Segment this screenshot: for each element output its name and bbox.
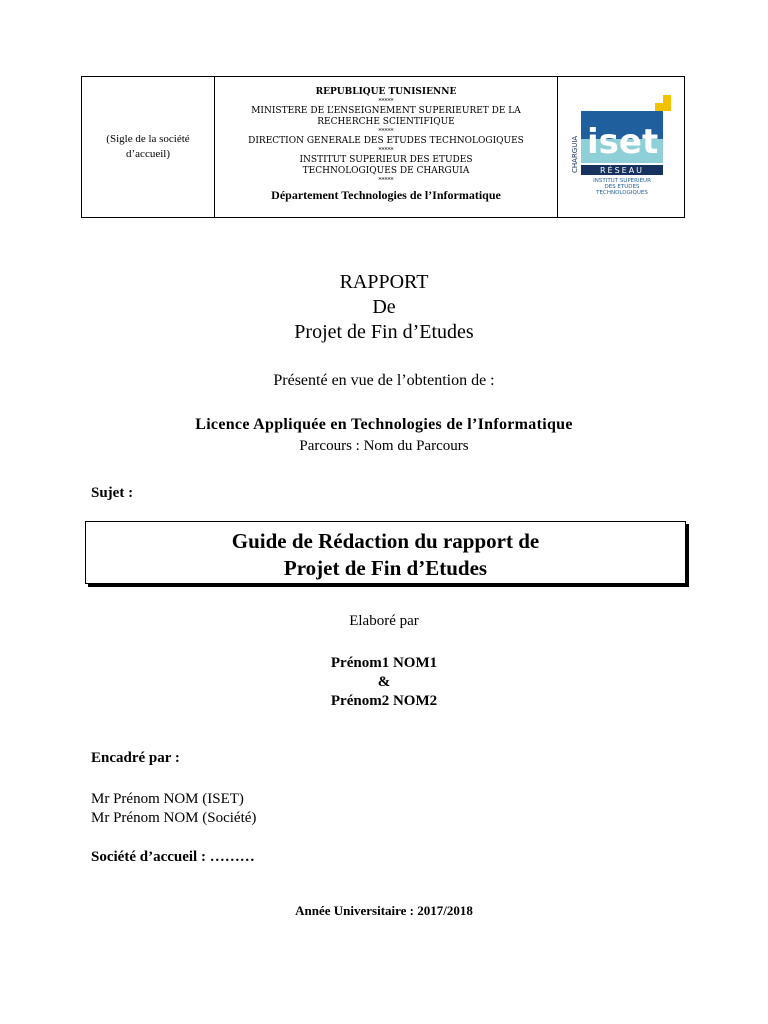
subject-label: Sujet :	[91, 485, 134, 501]
logo-brand-text: iset	[587, 122, 659, 162]
logo-network-text: RÉSEAU	[599, 166, 645, 175]
separator: *****	[378, 177, 394, 184]
title-line-3: Projet de Fin d’Etudes	[294, 321, 474, 343]
title-line-2: De	[372, 296, 396, 318]
subject-box	[85, 521, 686, 584]
department-text: Département Technologies de l’Informatique	[271, 188, 501, 202]
supervisor-company: Mr Prénom NOM (Société)	[91, 810, 257, 826]
subject-line-1: Guide de Rédaction du rapport de	[231, 529, 540, 553]
header-table	[81, 76, 685, 218]
supervised-label: Encadré par :	[91, 750, 180, 766]
track-text: Parcours : Nom du Parcours	[299, 438, 469, 454]
logo-block	[663, 95, 671, 103]
supervisors-block	[91, 790, 256, 828]
institute-text: INSTITUT SUPERIEUR DES ETUDES TECHNOLOGIQUES DE CHARGUIA	[299, 155, 473, 176]
title-line-1: RAPPORT	[339, 271, 429, 293]
iset-logo-cell	[558, 77, 684, 217]
republic-heading: REPUBLIQUE TUNISIENNE	[315, 87, 457, 97]
institution-cell	[215, 77, 558, 217]
supervisor-iset: Mr Prénom NOM (ISET)	[91, 791, 244, 807]
degree-title: Licence Appliquée en Technologies de l’Informatique	[195, 416, 573, 433]
separator: *****	[378, 128, 394, 135]
logo-caption: INSTITUT SUPERIEUR	[593, 178, 651, 184]
author-2: Prénom2 NOM2	[330, 693, 438, 709]
author-1: Prénom1 NOM1	[330, 655, 438, 671]
logo-caption: TECHNOLOGIQUES	[596, 190, 648, 196]
direction-text: DIRECTION GENERALE DES ETUDES TECHNOLOGIQUES	[248, 136, 524, 146]
company-logo-placeholder: (Sigle de la société d’accueil)	[106, 133, 190, 160]
company-logo-cell	[82, 77, 215, 217]
logo-block	[655, 103, 671, 111]
separator: *****	[378, 98, 394, 105]
presented-text: Présenté en vue de l’obtention de :	[273, 372, 495, 389]
subject-line-2: Projet de Fin d’Etudes	[283, 556, 488, 580]
elaborated-by: Elaboré par	[349, 613, 419, 629]
separator: *****	[378, 147, 394, 154]
academic-year: Année Universitaire : 2017/2018	[295, 903, 473, 918]
report-title	[0, 270, 768, 345]
authors-block	[0, 654, 768, 711]
authors-and: &	[377, 674, 391, 690]
iset-logo	[565, 95, 677, 199]
logo-vertical-text: CHARGUIA	[571, 135, 579, 173]
host-company: Société d’accueil : ………	[91, 849, 255, 865]
ministry-text: MINISTERE DE L’ENSEIGNEMENT SUPERIEURET DE LA RECHERCHE SCIENTIFIQUE	[251, 106, 521, 127]
logo-caption: DES ETUDES	[604, 184, 640, 190]
